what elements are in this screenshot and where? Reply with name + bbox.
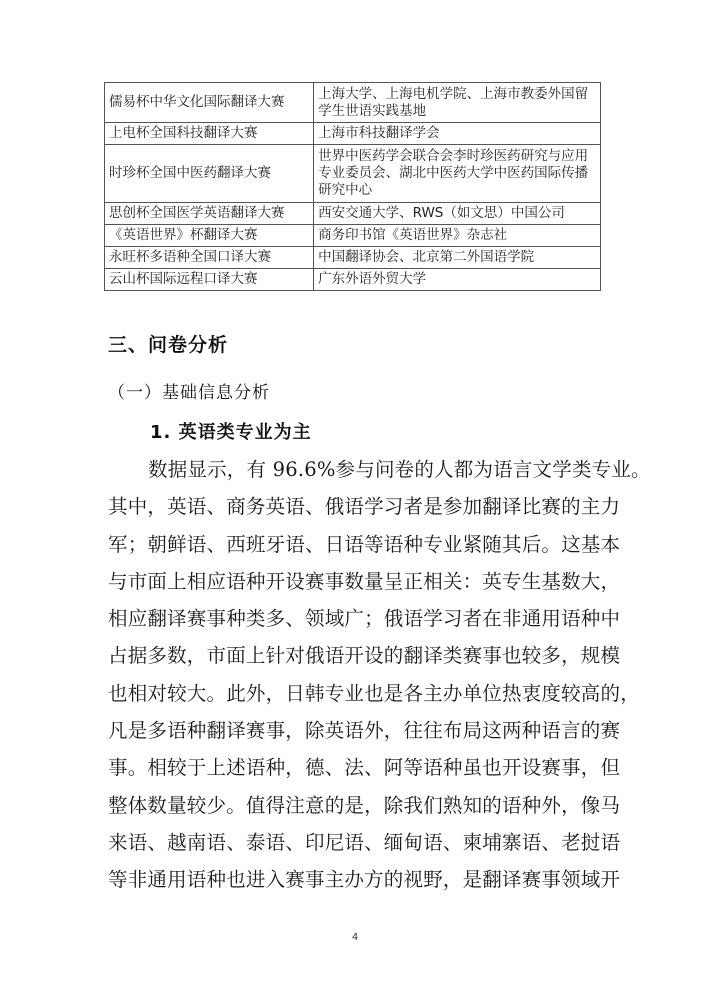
competition-name: 云山杯国际远程口译大赛 — [105, 269, 314, 291]
body-paragraph — [108, 451, 651, 899]
page-number: 4 — [351, 932, 359, 943]
table-row — [105, 225, 601, 247]
section-heading: 三、问卷分析 — [108, 334, 229, 356]
item-heading: 1. 英语类专业为主 — [150, 422, 312, 443]
table-row — [105, 203, 601, 225]
competition-name: 上电杯全国科技翻译大赛 — [105, 123, 314, 145]
competition-name: 思创杯全国医学英语翻译大赛 — [105, 203, 314, 225]
table-row — [105, 269, 601, 291]
organizer-name: 上海大学、上海电机学院、上海市教委外国留学生世语实践基地 — [314, 83, 601, 123]
paragraph-line: 也相对较大。此外，日韩专业也是各主办单位热衷度较高的， — [108, 681, 640, 705]
paragraph-line: 相应翻译赛事种类多、领域广；俄语学习者在非通用语种中 — [108, 607, 621, 631]
table-row — [105, 145, 601, 203]
organizer-name: 上海市科技翻译学会 — [314, 123, 601, 145]
paragraph-line: 数据显示，有 96.6%参与问卷的人都为语言文学类专业。 — [148, 458, 651, 481]
competition-name: 时珍杯全国中医药翻译大赛 — [105, 145, 314, 203]
organizer-name: 商务印书馆《英语世界》杂志社 — [314, 225, 601, 247]
paragraph-line: 整体数量较少。值得注意的是，除我们熟知的语种外，像马 — [108, 793, 621, 817]
paragraph-line: 事。相较于上述语种，德、法、阿等语种虽也开设赛事，但 — [108, 756, 621, 780]
competition-name: 儒易杯中华文化国际翻译大赛 — [105, 83, 314, 123]
organizer-name: 中国翻译协会、北京第二外国语学院 — [314, 247, 601, 269]
paragraph-line: 凡是多语种翻译赛事，除英语外，往往布局这两种语言的赛 — [108, 719, 621, 743]
paragraph-line: 等非通用语种也进入赛事主办方的视野，是翻译赛事领域开 — [108, 868, 621, 892]
paragraph-line: 其中，英语、商务英语、俄语学习者是参加翻译比赛的主力 — [108, 495, 621, 519]
paragraph-line: 与市面上相应语种开设赛事数量呈正相关：英专生基数大， — [108, 569, 621, 593]
subsection-heading: （一）基础信息分析 — [108, 383, 270, 403]
organizer-name: 西安交通大学、RWS（如文思）中国公司 — [314, 203, 601, 225]
competition-name: 《英语世界》杯翻译大赛 — [105, 225, 314, 247]
table-row — [105, 83, 601, 123]
table-row — [105, 247, 601, 269]
paragraph-line: 军；朝鲜语、西班牙语、日语等语种专业紧随其后。这基本 — [108, 532, 621, 556]
paragraph-line: 占据多数，市面上针对俄语开设的翻译类赛事也较多，规模 — [108, 644, 621, 668]
organizer-name: 广东外语外贸大学 — [314, 269, 601, 291]
table-row — [105, 123, 601, 145]
competition-table — [104, 82, 601, 291]
paragraph-line: 来语、越南语、泰语、印尼语、缅甸语、柬埔寨语、老挝语 — [108, 830, 621, 854]
competition-name: 永旺杯多语种全国口译大赛 — [105, 247, 314, 269]
organizer-name: 世界中医药学会联合会李时珍医药研究与应用专业委员会、湖北中医药大学中医药国际传播研究中心 — [314, 145, 601, 203]
